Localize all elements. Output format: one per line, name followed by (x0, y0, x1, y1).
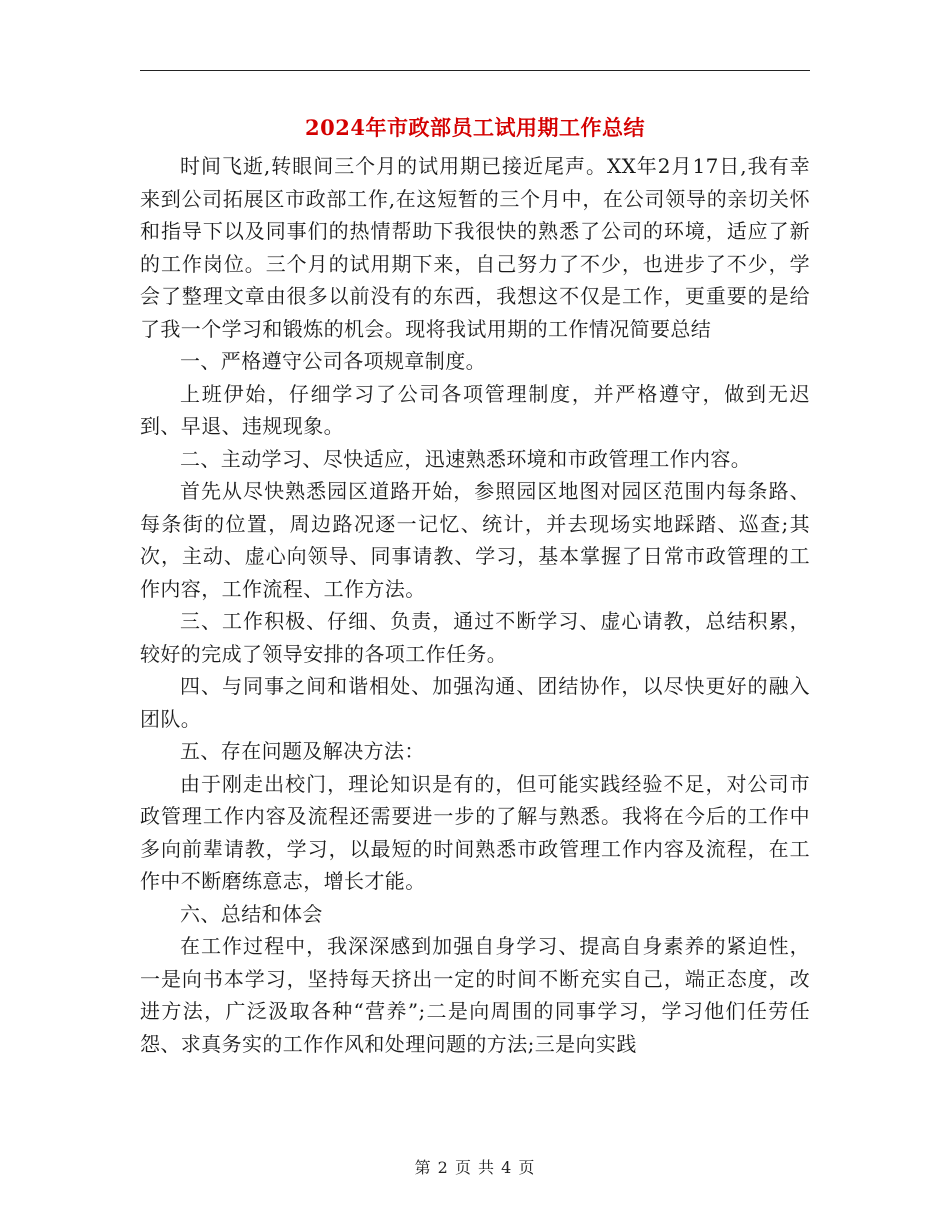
section-body-6: 在工作过程中，我深深感到加强自身学习、提高自身素养的紧迫性，一是向书本学习，坚持每天挤出一定的时间不断充实自己，端正态度，改进方法，广泛汲取各种“营养”;二是向周围的同事学习，学习他们任劳任怨、求真务实的工作作风和处理问题的方法;三是向实践 (140, 934, 810, 1056)
section-heading-5: 五、存在问题及解决方法： (180, 739, 425, 763)
header-rule (140, 70, 810, 71)
section-body-1: 上班伊始，仔细学习了公司各项管理制度，并严格遵守，做到无迟到、早退、违规现象。 (140, 381, 810, 438)
section-heading-2: 二、主动学习、尽快适应，迅速熟悉环境和市政管理工作内容。 (180, 446, 752, 471)
section-body-2: 首先从尽快熟悉园区道路开始，参照园区地图对园区范围内每条路、每条街的位置，周边路况逐一记忆、统计，并去现场实地踩踏、巡查;其次，主动、虚心向领导、同事请教、学习，基本掌握了日常市政管理的工作内容，工作流程、工作方法。 (140, 479, 810, 601)
document-body (140, 150, 810, 1060)
section-heading-3: 三、工作积极、仔细、负责，通过不断学习、虚心请教，总结积累，较好的完成了领导安排的各项工作任务。 (140, 609, 810, 666)
section-heading-1: 一、严格遵守公司各项规章制度。 (180, 349, 486, 373)
intro-paragraph: 时间飞逝,转眼间三个月的试用期已接近尾声。XX年2月17日,我有幸来到公司拓展区市政部工作,在这短暂的三个月中，在公司领导的亲切关怀和指导下以及同事们的热情帮助下我很快的熟悉了公司的环境，适应了新的工作岗位。三个月的试用期下来，自己努力了不少，也进步了不少，学会了整理文章由很多以前没有的东西，我想这不仅是工作，更重要的是给了我一个学习和锻炼的机会。现将我试用期的工作情况简要总结 (140, 154, 810, 341)
page-number: 第 2 页 共 4 页 (414, 1158, 536, 1177)
section-body-5: 由于刚走出校门，理论知识是有的，但可能实践经验不足，对公司市政管理工作内容及流程还需要进一步的了解与熟悉。我将在今后的工作中多向前辈请教，学习，以最短的时间熟悉市政管理工作内容及流程，在工作中不断磨练意志，增长才能。 (140, 771, 810, 893)
document-title: 2024年市政部员工试用期工作总结 (305, 115, 645, 140)
section-heading-6: 六、总结和体会 (180, 901, 323, 926)
section-heading-4: 四、与同事之间和谐相处、加强沟通、团结协作，以尽快更好的融入团队。 (140, 674, 810, 731)
